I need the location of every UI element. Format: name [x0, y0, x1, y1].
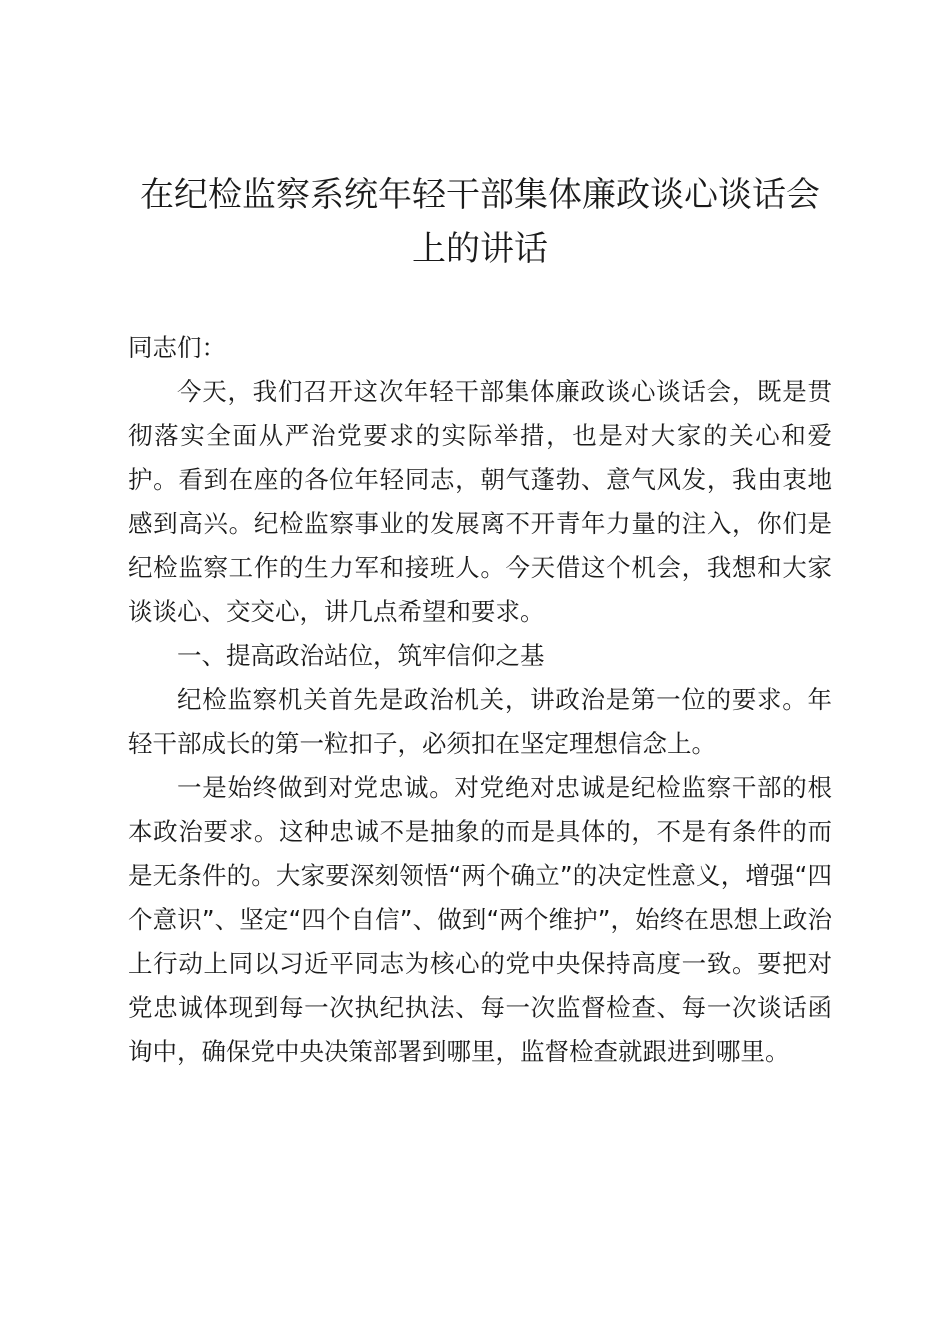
paragraph-political-organ: 纪检监察机关首先是政治机关，讲政治是第一位的要求。年轻干部成长的第一粒扣子，必须扣在坚定理想信念上。 [128, 685, 832, 758]
section-heading-1: 一、提高政治站位，筑牢信仰之基 [177, 641, 545, 670]
title-line-2: 上的讲话 [412, 229, 548, 269]
document-title [128, 168, 832, 276]
paragraph-loyalty: 一是始终做到对党忠诚。对党绝对忠诚是纪检监察干部的根本政治要求。这种忠诚不是抽象的而是具体的，不是有条件的而是无条件的。大家要深刻领悟“两个确立”的决定性意义，增强“四个意识”、坚定“四个自信”、做到“两个维护”，始终在思想上政治上行动上同以习近平同志为核心的党中央保持高度一致。要把对党忠诚体现到每一次执纪执法、每一次监督检查、每一次谈话函询中，确保党中央决策部署到哪里，监督检查就跟进到哪里。 [128, 773, 832, 1066]
document-body [128, 326, 832, 1074]
title-line-1: 在纪检监察系统年轻干部集体廉政谈心谈话会 [140, 175, 820, 215]
paragraph-intro: 今天，我们召开这次年轻干部集体廉政谈心谈话会，既是贯彻落实全面从严治党要求的实际举措，也是对大家的关心和爱护。看到在座的各位年轻同志，朝气蓬勃、意气风发，我由衷地感到高兴。纪检监察事业的发展离不开青年力量的注入，你们是纪检监察工作的生力军和接班人。今天借这个机会，我想和大家谈谈心、交交心，讲几点希望和要求。 [128, 377, 832, 626]
salutation: 同志们： [128, 333, 226, 362]
